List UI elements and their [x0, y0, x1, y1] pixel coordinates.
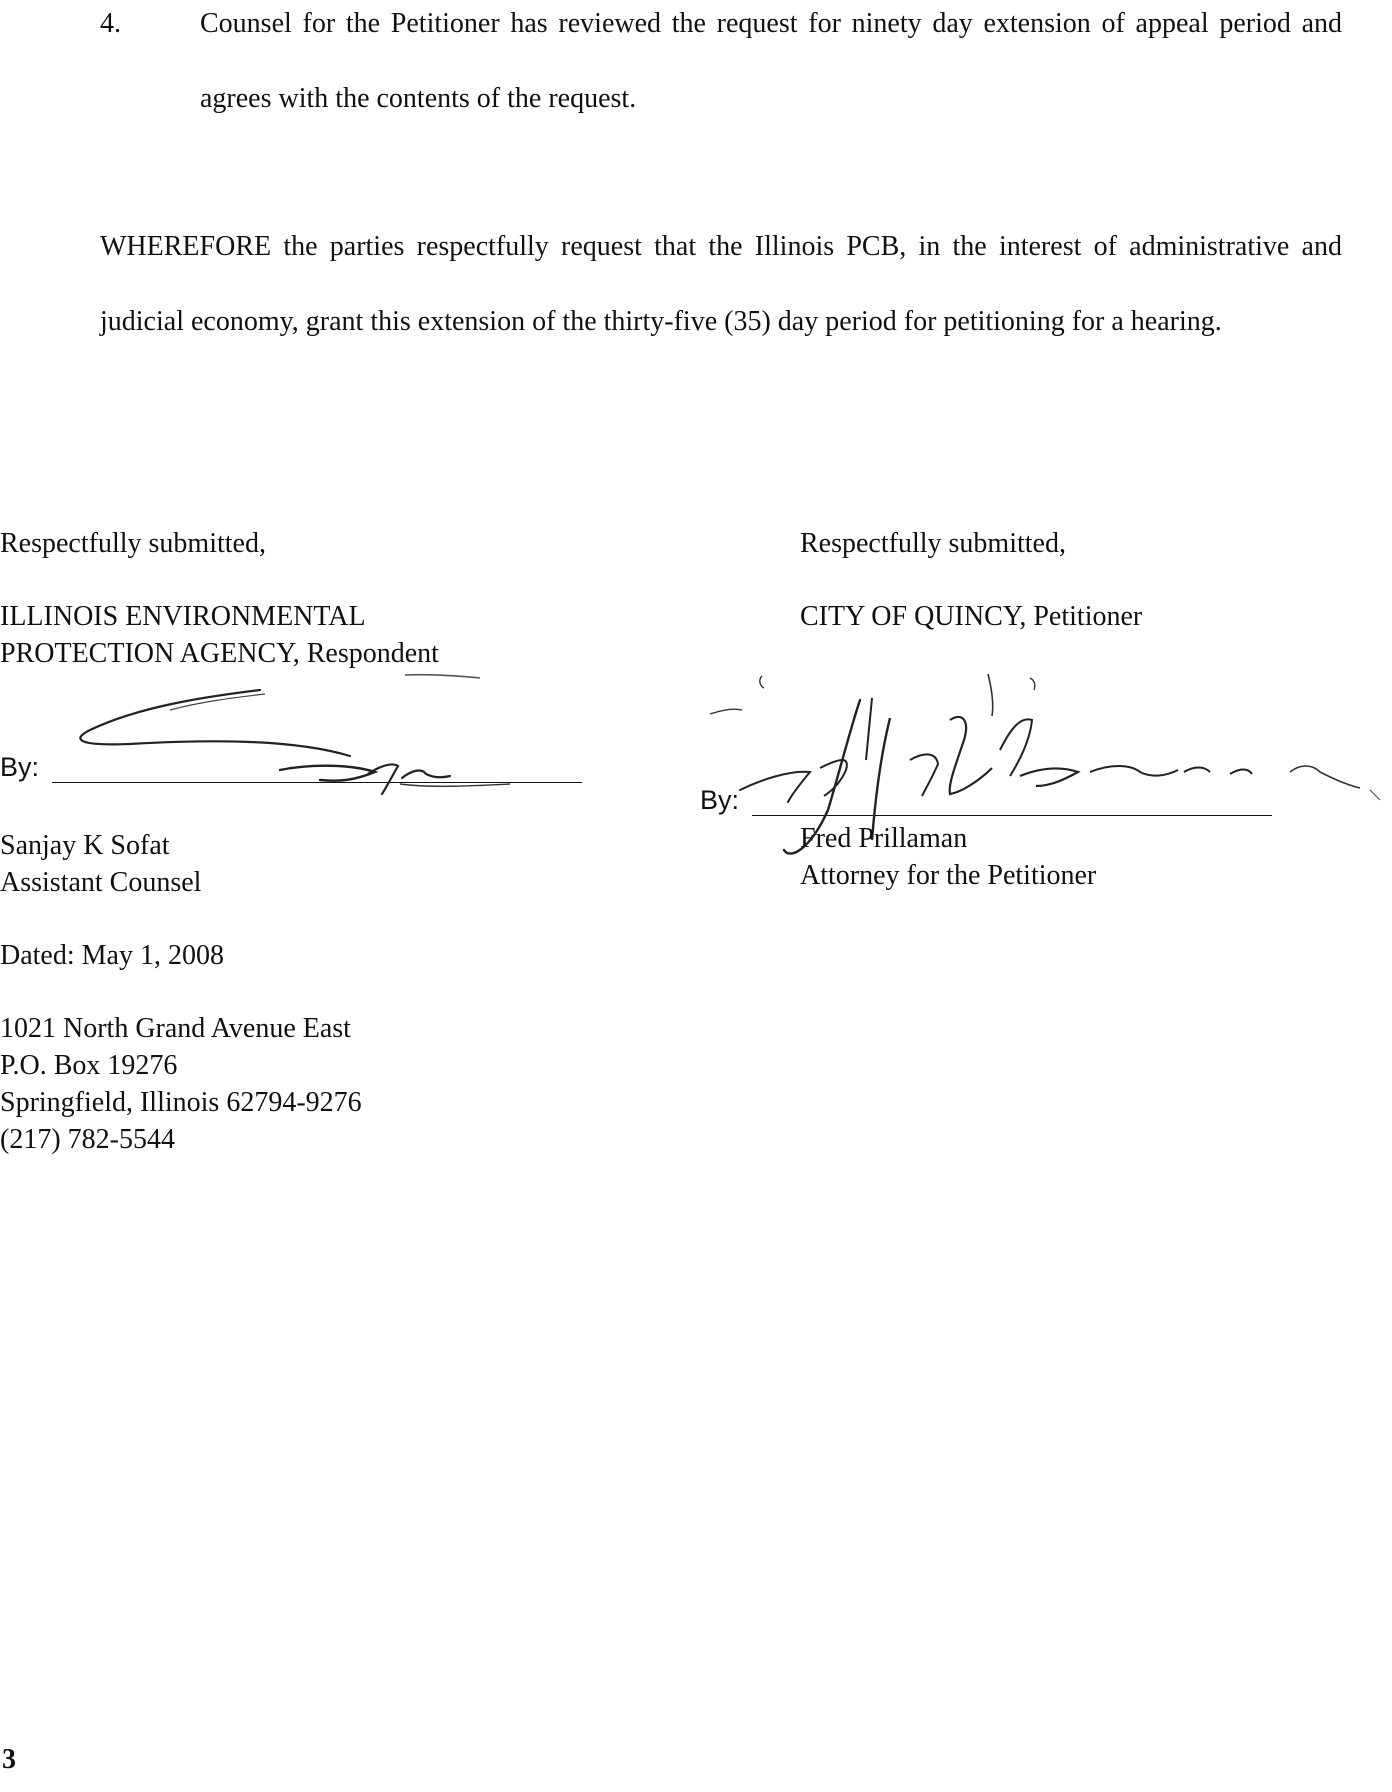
wherefore-paragraph: WHEREFORE the parties respectfully request that the Illinois PCB, in the interest of administrative and judicial economy, grant this extension of the thirty-five (35) day period for petitioning for a hearing. [100, 231, 1342, 337]
petitioner-party-line: CITY OF QUINCY, Petitioner [800, 601, 1143, 632]
respondent-closing: Respectfully submitted, [0, 528, 266, 559]
petitioner-by-label: By: [700, 785, 740, 815]
respondent-signature-image [50, 670, 590, 800]
address-line-2: P.O. Box 19276 [0, 1050, 178, 1081]
petitioner-closing: Respectfully submitted, [800, 528, 1066, 559]
petitioner-signer-name: Fred Prillaman [800, 823, 968, 854]
paragraph-4-text: Counsel for the Petitioner has reviewed the request for ninety day extension of appeal period and agrees with the contents of the request. [200, 8, 1342, 114]
paragraph-number: 4. [100, 8, 121, 39]
respondent-by-label: By: [0, 752, 40, 782]
phone-line: (217) 782-5544 [0, 1124, 175, 1155]
petitioner-signer-title: Attorney for the Petitioner [800, 860, 1097, 891]
respondent-signer-title: Assistant Counsel [0, 867, 202, 898]
page-number: 3 [2, 1744, 16, 1775]
respondent-signer-name: Sanjay K Sofat [0, 830, 170, 861]
address-line-1: 1021 North Grand Avenue East [0, 1013, 351, 1044]
dated-line: Dated: May 1, 2008 [0, 940, 224, 971]
respondent-party-line1: ILLINOIS ENVIRONMENTAL [0, 601, 366, 632]
address-line-3: Springfield, Illinois 62794-9276 [0, 1087, 362, 1118]
respondent-party-line2: PROTECTION AGENCY, Respondent [0, 638, 439, 669]
